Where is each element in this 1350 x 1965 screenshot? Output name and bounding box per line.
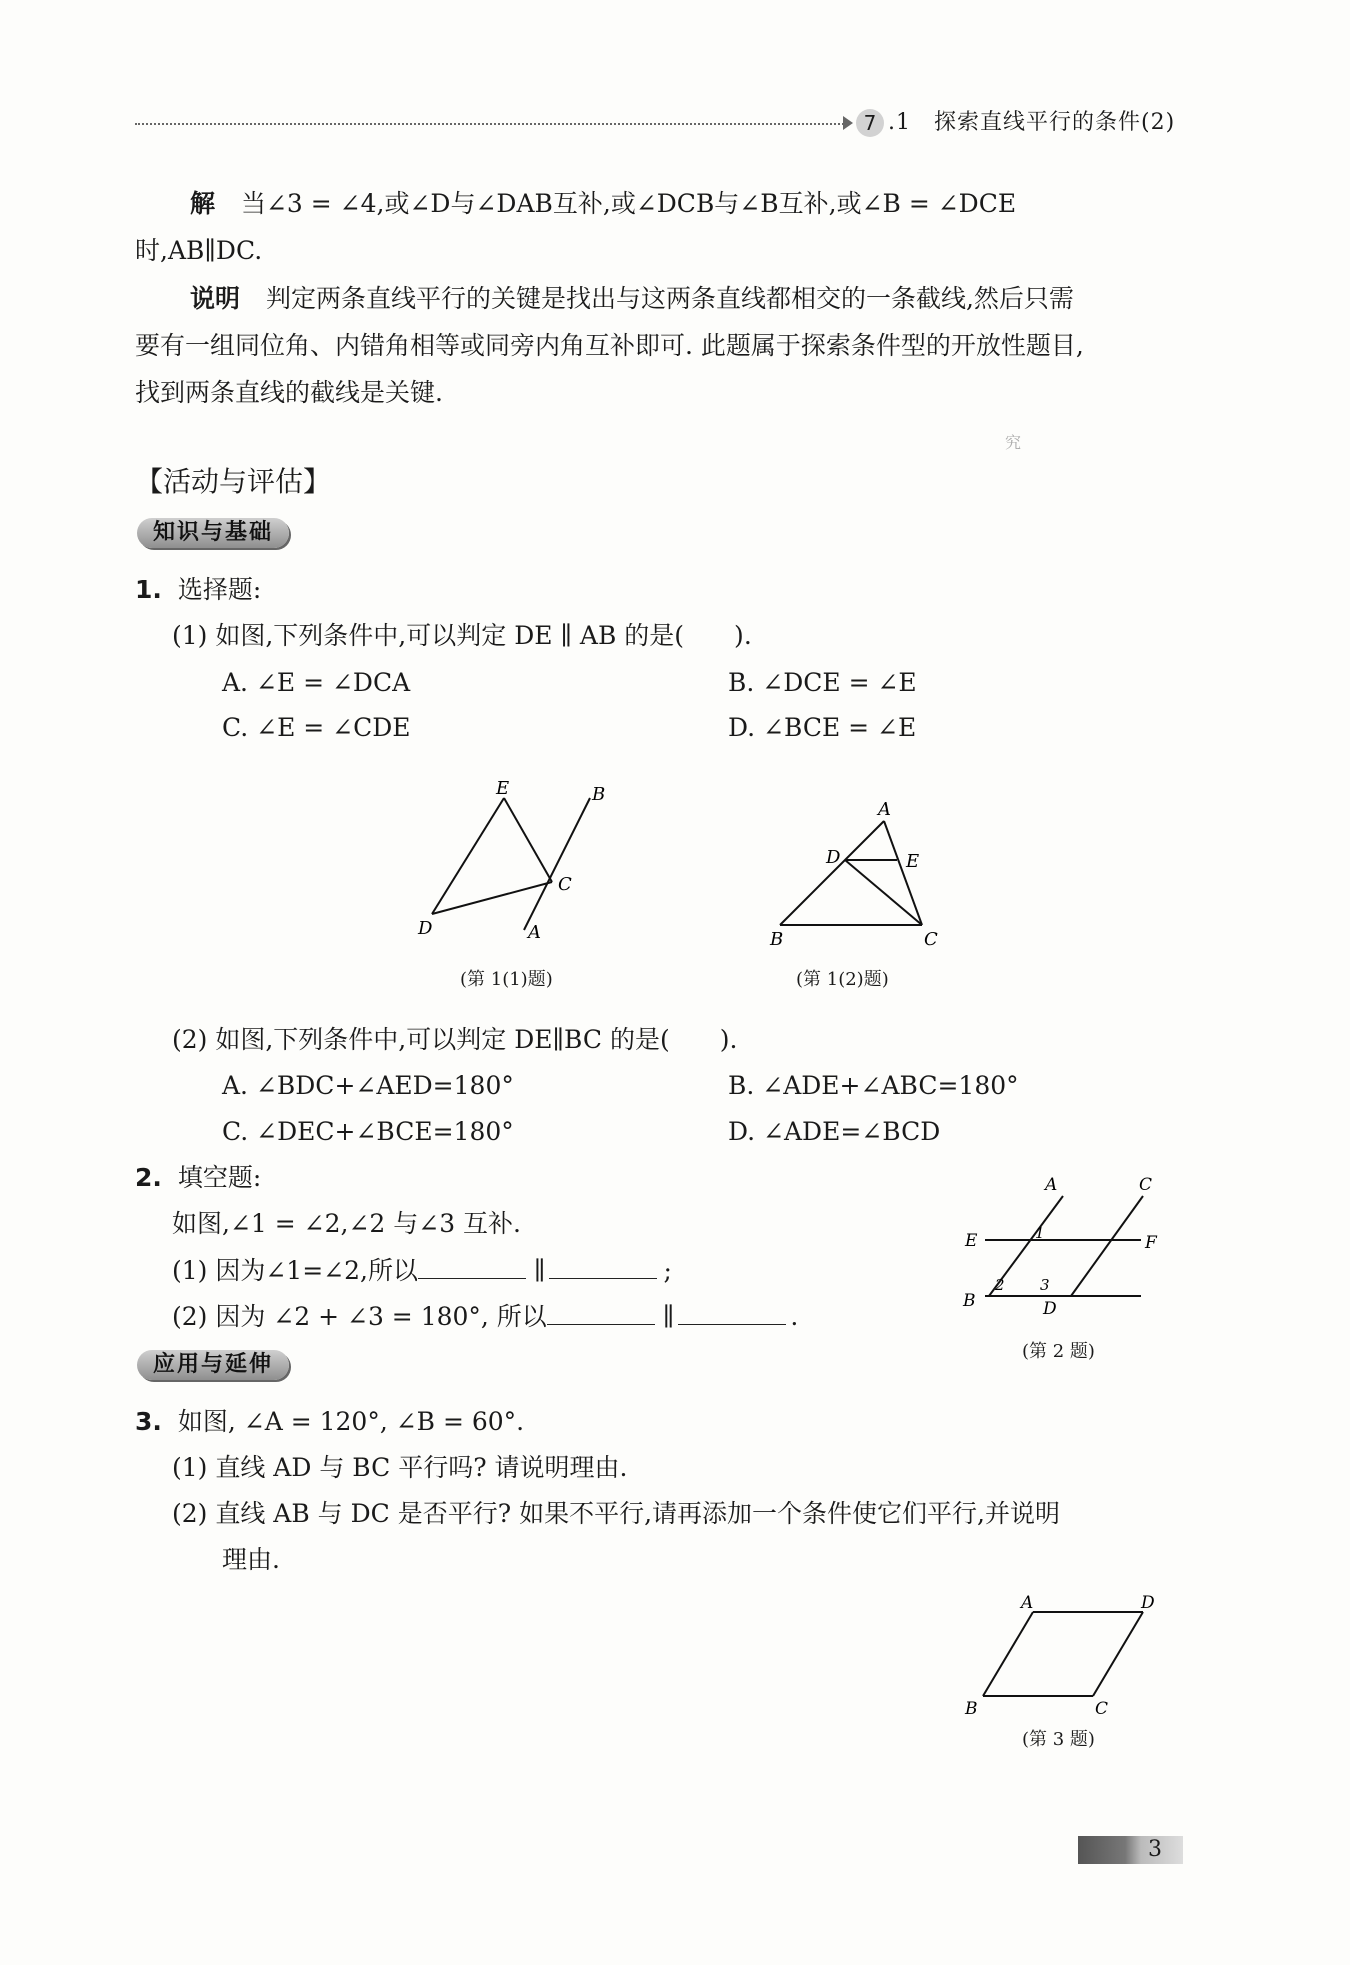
page-number: 3: [1148, 1837, 1162, 1862]
q2-part-1: [172, 1252, 672, 1289]
q1-2-option-d: D. ∠ADE=∠BCD: [728, 1117, 941, 1146]
fig3-angle-2: 2: [995, 1276, 1005, 1294]
q1-1-option-d: D. ∠BCE = ∠E: [728, 713, 917, 742]
q2-part-2: [172, 1298, 798, 1335]
q1-1-stem: (1) 如图,下列条件中,可以判定 DE ∥ AB 的是( ).: [172, 621, 752, 650]
q3-part-2-line-1: (2) 直线 AB 与 DC 是否平行? 如果不平行,请再添加一个条件使它们平行,并说明: [172, 1499, 1060, 1528]
note-line-1: [190, 281, 1074, 317]
q1-2-stem: (2) 如图,下列条件中,可以判定 DE∥BC 的是( ).: [172, 1025, 738, 1054]
fig3-label-a: A: [1045, 1175, 1058, 1195]
note-line-2: 要有一组同位角、内错角相等或同旁内角互补即可. 此题属于探索条件型的开放性题目,: [135, 331, 1084, 360]
q2-2-blank-a[interactable]: [547, 1298, 655, 1325]
fig2-label-c: C: [924, 929, 938, 950]
header-title: .1 探索直线平行的条件(2): [888, 110, 1176, 135]
chapter-number: 7: [856, 109, 884, 137]
q2-heading: [135, 1160, 261, 1196]
section-title: 【活动与评估】: [135, 465, 332, 498]
header-rule: [135, 123, 847, 125]
q2-1-prefix: (1) 因为∠1=∠2,所以: [172, 1256, 418, 1285]
figure-q3: [955, 1588, 1175, 1728]
q2-2-end: .: [790, 1302, 799, 1331]
fig3-angle-1: 1: [1035, 1224, 1045, 1242]
fig1-label-c: C: [558, 874, 572, 895]
figure-q1-2: [760, 795, 960, 955]
q2-2-blank-b[interactable]: [678, 1298, 786, 1325]
fig2-label-a: A: [878, 799, 891, 820]
fig3-label-d: D: [1043, 1299, 1057, 1319]
fig3-angle-3: 3: [1040, 1276, 1050, 1294]
q2-2-parallel-sign: ∥: [662, 1302, 675, 1331]
fig4-label-a: A: [1021, 1593, 1034, 1613]
q2-1-parallel-sign: ∥: [533, 1256, 546, 1285]
fig3-caption: (第 2 题): [1022, 1341, 1095, 1362]
q1-title: 选择题:: [177, 575, 262, 604]
q3-number: 3.: [135, 1407, 162, 1436]
q1-number: 1.: [135, 575, 162, 604]
note-line-3: 找到两条直线的截线是关键.: [135, 378, 443, 407]
note-text-1: 判定两条直线平行的关键是找出与这两条直线都相交的一条截线,然后只需: [265, 284, 1074, 313]
fig1-label-d: D: [418, 918, 433, 939]
q2-1-blank-a[interactable]: [418, 1252, 526, 1279]
q1-2-option-c: C. ∠DEC+∠BCE=180°: [222, 1117, 514, 1146]
q1-1-option-c: C. ∠E = ∠CDE: [222, 713, 411, 742]
badge-basic: 知识与基础: [137, 518, 289, 548]
note-label: 说明: [190, 284, 241, 313]
q3-heading: [135, 1404, 524, 1440]
q1-1-option-a: A. ∠E = ∠DCA: [222, 668, 411, 697]
fig2-label-e: E: [906, 851, 920, 872]
q2-2-prefix: (2) 因为 ∠2 + ∠3 = 180°, 所以: [172, 1302, 547, 1331]
fig2-label-d: D: [826, 847, 841, 868]
fig3-label-f: F: [1145, 1233, 1157, 1253]
fig2-caption: (第 1(2)题): [796, 969, 889, 990]
fig3-label-c: C: [1139, 1175, 1153, 1195]
q2-title: 填空题:: [177, 1163, 262, 1192]
fig4-label-c: C: [1095, 1699, 1109, 1719]
q1-1-option-b: B. ∠DCE = ∠E: [728, 668, 917, 697]
q2-1-end: ;: [663, 1256, 672, 1285]
badge-apply: 应用与延伸: [137, 1350, 289, 1380]
fig3-label-b: B: [963, 1291, 976, 1311]
fig1-label-b: B: [592, 784, 606, 805]
q2-given: 如图,∠1 = ∠2,∠2 与∠3 互补.: [172, 1209, 521, 1238]
stray-mark: 究: [1005, 433, 1022, 452]
q2-number: 2.: [135, 1163, 162, 1192]
fig1-label-a: A: [528, 922, 541, 943]
q3-stem: 如图, ∠A = 120°, ∠B = 60°.: [177, 1407, 525, 1436]
fig4-label-d: D: [1141, 1593, 1155, 1613]
header-arrow-icon: [843, 116, 853, 130]
q3-part-1: (1) 直线 AD 与 BC 平行吗? 请说明理由.: [172, 1453, 628, 1482]
fig2-label-b: B: [770, 929, 784, 950]
q1-2-option-a: A. ∠BDC+∠AED=180°: [222, 1071, 514, 1100]
fig1-caption: (第 1(1)题): [460, 969, 553, 990]
solution-label: 解: [190, 189, 216, 218]
page-number-bar: [1078, 1836, 1183, 1864]
solution-line-1: [190, 186, 1016, 222]
q1-2-option-b: B. ∠ADE+∠ABC=180°: [728, 1071, 1019, 1100]
fig1-label-e: E: [496, 778, 510, 799]
solution-text-1: 当∠3 = ∠4,或∠D与∠DAB互补,或∠DCB与∠B互补,或∠B = ∠DCE: [240, 189, 1017, 218]
figure-q1-1: [400, 770, 640, 950]
q3-part-2-line-2: 理由.: [222, 1545, 280, 1574]
fig4-label-b: B: [965, 1699, 978, 1719]
fig3-label-e: E: [965, 1231, 978, 1251]
solution-line-2: 时,AB∥DC.: [135, 236, 263, 265]
q2-1-blank-b[interactable]: [549, 1252, 657, 1279]
fig4-caption: (第 3 题): [1022, 1729, 1095, 1750]
figure-q2: [955, 1172, 1175, 1322]
q1-heading: [135, 572, 261, 608]
